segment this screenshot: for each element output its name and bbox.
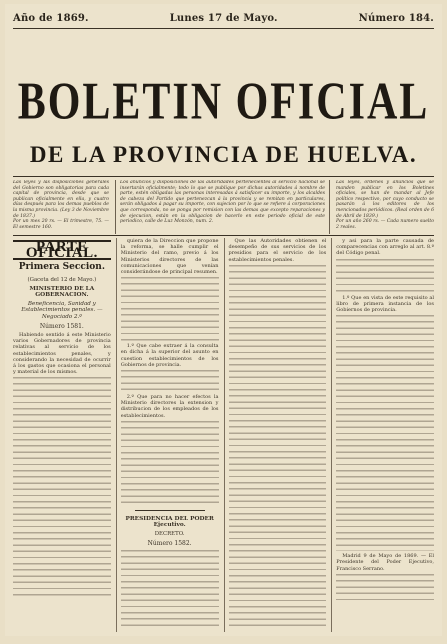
text-block [336, 315, 434, 551]
text-block [336, 574, 434, 604]
column-3 [224, 238, 327, 632]
notice-left-text: Las leyes y las disposiciones generales del Gobierno son obligatorias para cada capital de provincia, desde que se publican oficialmente en ella, y cuatro días después para los demas pueblos de la misma provincia. (Ley 3 de Noviembre de 1837.) [13, 180, 109, 219]
text-block [121, 370, 219, 392]
ministry-heading: MINISTERIO DE LA GOBERNACION. [29, 285, 95, 299]
title-rule [13, 176, 434, 177]
notice-right-text: Las leyes, ordenes y anuncios que se manden publicar en los Boletines oficiales, se han de mandar al Jefe político respectivo, por cuyo conducto se pasarán á los editores de los mencionados periódicos. (Real orden de 6 de Abril de 1839.) [336, 180, 434, 219]
text-block [121, 550, 219, 630]
top-rule [13, 28, 434, 29]
column-2 [116, 238, 219, 632]
gazette-ref: (Gaceta del 12 de Mayo.) [27, 276, 97, 283]
body-columns [13, 238, 434, 632]
decree-number: Número 1581. [39, 322, 84, 330]
notice-left [13, 180, 109, 234]
issue-number: Número 184. [358, 12, 434, 24]
decree-signature: Madrid 9 de Mayo de 1869. — El Presidente del Poder Ejecutivo, Francisco Serrano. [336, 553, 434, 572]
text-block [336, 259, 434, 293]
notice-left-price: Por un mes 20 rs. — El trimestre, 75. — El semestre 160. [13, 219, 109, 230]
text-block [121, 277, 219, 341]
divider [135, 510, 205, 511]
decree-intro: Habiendo sentido á este Ministerio varios Gobernadores de provincia relativas al servicio de los establecimientos penales, y considerando la necesidad de ocurrir á los gastos que ocasiona el personal y material de los mismos. [13, 332, 111, 376]
issue-year: Año de 1869. [13, 12, 89, 24]
text-block [229, 265, 327, 627]
decreto-heading: DECRETO. [154, 531, 185, 538]
column-4-article: 1.º Que en vista de este requisito al libro de primera instancia de los Gobiernos de provincia. [336, 294, 434, 314]
notice-right [336, 180, 434, 234]
column-4 [331, 238, 434, 632]
column-4-intro: y asi para la parte causada de comparecencias con arreglo al art. 8.º del Código penal. [336, 238, 434, 257]
section-subheading: Primera Seccion. [18, 262, 105, 273]
column-1 [13, 238, 111, 632]
section-heading: PARTE OFICIAL. [13, 240, 111, 260]
column-3-intro: Que las Autoridades obtienen el desempeño de sus servicios de los presidios para el servicio de los establecimientos penales. [228, 238, 327, 263]
text-block [121, 421, 219, 505]
band-rule [13, 235, 434, 236]
decree-number-2: Número 1582. [147, 540, 192, 548]
article-1: 1.º Que cabe extraer á la consulta en dicha á la superior del asunto en cuestion establecimientos de los Gobiernos de provincia. [120, 343, 219, 368]
article-2: 2.º Que para no hacer efectos la Ministerio directores la extension y distribucion de los empleados de los establecimientos. [120, 394, 219, 419]
masthead-topline [13, 10, 434, 26]
notice-center: Los anuncios y disposiciones de las autoridades pertenecientes al servicio nacional se insertarán oficialmente; todo lo que se publique por dichas autoridades á nombre de parte, estén obligadas las personas interesadas á satisfacer su importe, y los alcaldes de cabeza del Partido que pertenezcan á la provincia y se remitan en particulares, serán obligados á pagar su importe, con sujecion por lo que se refiere á corporaciones que corresponda, no se ponga por remision con las demas que excepto reparaciones y de ejecucion, están en la obligacion de hacerlo en este periodo oficial de este periodico, calle de Luz Monzón, num. 2. [115, 180, 330, 234]
notice-band [13, 180, 434, 234]
newspaper-subtitle: DE LA PROVINCIA DE HUELVA. [29, 142, 418, 167]
text-block [13, 377, 111, 597]
newspaper-page [5, 4, 442, 636]
notice-right-price: Por un año 260 rs. — Cada numero suelto 2 reales. [336, 219, 434, 230]
ministry-subheading: Beneficencia, Sanidad y Establecimientos penales. — Negociado 2.º [21, 301, 103, 320]
presidencia-heading: PRESIDENCIA DEL PODER Ejecutivo. [125, 515, 214, 529]
issue-date: Lunes 17 de Mayo. [169, 12, 278, 24]
column-2-intro: quiera de la Direccion que propone la reforma, se halle cumplir el Ministerio del ramo, previo á los Ministerios directores de las comunicaciones que venían considerándose de principal resumen. [120, 238, 219, 276]
newspaper-title: BOLETIN OFICIAL [17, 73, 430, 131]
